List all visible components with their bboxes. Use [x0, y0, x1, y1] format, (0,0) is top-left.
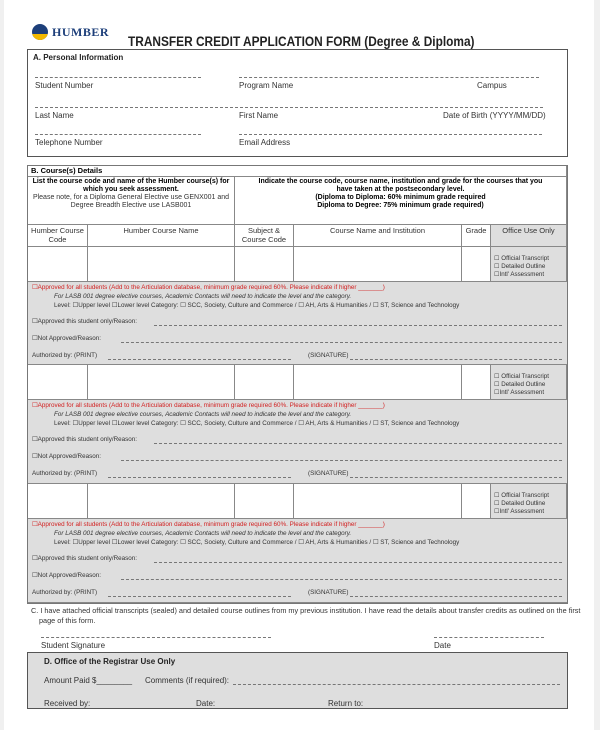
authorized-signature-field[interactable] — [350, 596, 562, 597]
section-c-declaration — [31, 606, 587, 626]
authorized-print-field[interactable] — [108, 596, 291, 597]
course-cell-subject-course-code[interactable] — [235, 247, 294, 282]
authorized-signature-field[interactable] — [350, 477, 562, 478]
level-category-options[interactable]: Level: ☐Upper level ☐Lower level Category: ☐ SCC, Society, Culture and Commerce / ☐ AH, Arts & Humanities / ☐ ST, Science and Technology — [54, 302, 460, 309]
diploma-requirement: (Diploma to Diploma: 60% minimum grade required — [315, 194, 486, 201]
received-by-label: Received by: — [44, 699, 91, 708]
approval-block — [28, 400, 567, 484]
column-header-course-name-institution: Course Name and Institution — [294, 225, 462, 247]
office-option-checkbox[interactable]: ☐Intl' Assessment — [494, 508, 545, 515]
section-b-header — [28, 166, 567, 177]
course-cell-grade[interactable] — [462, 247, 491, 282]
logo-text: HUMBER — [52, 24, 109, 39]
first-name-label: First Name — [239, 111, 279, 120]
course-cell-office-use-only — [491, 484, 567, 519]
campus-label: Campus — [477, 81, 507, 90]
lasb-note: For LASB 001 degree elective courses, Academic Contacts will need to indicate the level and the category. — [54, 293, 352, 300]
course-cell-humber-course-name[interactable] — [88, 247, 235, 282]
approval-block — [28, 519, 567, 603]
section-b-heading: B. Course(s) Details — [31, 166, 103, 175]
office-use-options — [494, 255, 549, 279]
office-option-checkbox[interactable]: ☐Intl' Assessment — [494, 389, 545, 396]
course-cell-course-name-institution[interactable] — [294, 484, 462, 519]
section-personal-information — [27, 49, 568, 157]
last-name-label: Last Name — [35, 111, 74, 120]
column-header-humber-course-name: Humber Course Name — [88, 225, 235, 247]
section-d-heading: D. Office of the Registrar Use Only — [44, 657, 176, 666]
signature-label: (SIGNATURE) — [308, 352, 349, 359]
authorized-print-field[interactable] — [108, 477, 291, 478]
student-signature-field[interactable] — [41, 637, 271, 638]
course-cell-office-use-only — [491, 247, 567, 282]
signature-label: (SIGNATURE) — [308, 470, 349, 477]
degree-requirement: Diploma to Degree: 75% minimum grade required) — [317, 202, 484, 209]
name-dob-field[interactable] — [35, 107, 543, 108]
dob-label: Date of Birth (YYYY/MM/DD) — [443, 111, 546, 120]
signature-label: (SIGNATURE) — [308, 589, 349, 596]
column-header-grade: Grade — [462, 225, 491, 247]
office-option-checkbox[interactable]: ☐Intl' Assessment — [494, 271, 545, 278]
approved-reason-field[interactable] — [154, 562, 562, 563]
not-approved-checkbox[interactable]: ☐Not Approved/Reason: — [32, 453, 102, 460]
program-campus-field[interactable] — [239, 77, 539, 78]
approved-all-checkbox[interactable]: ☐Approved for all students (Add to the Articulation database, minimum grade required 60%. Please indicate if higher _______) — [32, 402, 385, 409]
previous-course-instructions — [235, 177, 567, 225]
approved-student-only-checkbox[interactable]: ☐Approved this student only/Reason: — [32, 436, 138, 443]
humber-logo — [32, 24, 109, 40]
authorized-print-field[interactable] — [108, 359, 291, 360]
program-name-label: Program Name — [239, 81, 294, 90]
form-title: TRANSFER CREDIT APPLICATION FORM (Degree & Diploma) — [128, 34, 475, 49]
authorized-by-label: Authorized by: (PRINT) — [32, 352, 98, 359]
authorized-signature-field[interactable] — [350, 359, 562, 360]
lasb-note: For LASB 001 degree elective courses, Academic Contacts will need to indicate the level and the category. — [54, 530, 352, 537]
not-approved-reason-field[interactable] — [121, 579, 562, 580]
level-category-options[interactable]: Level: ☐Upper level ☐Lower level Category: ☐ SCC, Society, Culture and Commerce / ☐ AH, Arts & Humanities / ☐ ST, Science and Technology — [54, 539, 460, 546]
return-to-label: Return to: — [328, 699, 364, 708]
email-field[interactable] — [239, 134, 542, 135]
approved-reason-field[interactable] — [154, 325, 562, 326]
lasb-note: For LASB 001 degree elective courses, Academic Contacts will need to indicate the level and the category. — [54, 411, 352, 418]
column-header-subject-course-code: Subject & Course Code — [235, 225, 294, 247]
office-option-checkbox[interactable]: ☐ Official Transcript — [494, 255, 549, 262]
authorized-by-label: Authorized by: (PRINT) — [32, 470, 98, 477]
course-cell-grade[interactable] — [462, 365, 491, 400]
course-cell-subject-course-code[interactable] — [235, 484, 294, 519]
office-option-checkbox[interactable]: ☐ Detailed Outline — [494, 500, 546, 507]
approved-student-only-checkbox[interactable]: ☐Approved this student only/Reason: — [32, 318, 138, 325]
column-header-office-use-only: Office Use Only — [491, 225, 567, 247]
right-instruction-bold: Indicate the course code, course name, institution and grade for the courses that you have taken at the postsecondary level. — [258, 178, 543, 193]
amount-paid-field[interactable]: Amount Paid $________ — [44, 676, 133, 685]
humber-logo-icon — [32, 24, 48, 40]
office-use-options — [494, 492, 549, 516]
course-cell-course-name-institution[interactable] — [294, 247, 462, 282]
humber-course-instructions — [28, 177, 235, 225]
section-a-heading: A. Personal Information — [33, 53, 124, 62]
authorized-by-label: Authorized by: (PRINT) — [32, 589, 98, 596]
office-option-checkbox[interactable]: ☐ Detailed Outline — [494, 263, 546, 270]
office-option-checkbox[interactable]: ☐ Official Transcript — [494, 492, 549, 499]
form-page — [4, 0, 594, 730]
approved-reason-field[interactable] — [154, 443, 562, 444]
declaration-text: C. I have attached official transcripts (sealed) and detailed course outlines from my previous institution. I have read the details about transfer credits as outlined on the first page of this form. — [31, 606, 581, 625]
comments-label: Comments (if required): — [145, 676, 230, 685]
student-signature-label: Student Signature — [41, 641, 106, 650]
not-approved-reason-field[interactable] — [121, 460, 562, 461]
level-category-options[interactable]: Level: ☐Upper level ☐Lower level Category: ☐ SCC, Society, Culture and Commerce / ☐ AH, Arts & Humanities / ☐ ST, Science and Technology — [54, 420, 460, 427]
approved-all-checkbox[interactable]: ☐Approved for all students (Add to the Articulation database, minimum grade required 60%. Please indicate if higher _______) — [32, 521, 385, 528]
left-instruction-note: Please note, for a Diploma General Elective use GENX001 and Degree Breadth Elective use LASB001 — [32, 194, 230, 209]
not-approved-reason-field[interactable] — [121, 342, 562, 343]
telephone-field[interactable] — [35, 134, 201, 135]
approval-block — [28, 282, 567, 365]
course-cell-humber-course-code[interactable] — [28, 247, 88, 282]
course-cell-office-use-only — [491, 365, 567, 400]
office-option-checkbox[interactable]: ☐ Detailed Outline — [494, 381, 546, 388]
student-number-field[interactable] — [35, 77, 201, 78]
course-cell-humber-course-code[interactable] — [28, 365, 88, 400]
course-cell-humber-course-code[interactable] — [28, 484, 88, 519]
registrar-date-label: Date: — [196, 699, 216, 708]
left-instruction-bold: List the course code and name of the Humber course(s) for which you seek assessment. — [32, 178, 230, 193]
email-label: Email Address — [239, 138, 291, 147]
date-field[interactable] — [434, 637, 544, 638]
approved-student-only-checkbox[interactable]: ☐Approved this student only/Reason: — [32, 555, 138, 562]
not-approved-checkbox[interactable]: ☐Not Approved/Reason: — [32, 572, 102, 579]
course-cell-grade[interactable] — [462, 484, 491, 519]
student-number-label: Student Number — [35, 81, 94, 90]
comments-field[interactable] — [233, 684, 560, 685]
not-approved-checkbox[interactable]: ☐Not Approved/Reason: — [32, 335, 102, 342]
office-use-options — [494, 373, 549, 397]
section-registrar-use — [27, 652, 568, 709]
course-cell-humber-course-name[interactable] — [88, 484, 235, 519]
approved-all-checkbox[interactable]: ☐Approved for all students (Add to the Articulation database, minimum grade required 60%. Please indicate if higher _______) — [32, 284, 385, 291]
column-header-humber-course-code: Humber Course Code — [28, 225, 88, 247]
course-cell-humber-course-name[interactable] — [88, 365, 235, 400]
office-option-checkbox[interactable]: ☐ Official Transcript — [494, 373, 549, 380]
course-cell-subject-course-code[interactable] — [235, 365, 294, 400]
course-cell-course-name-institution[interactable] — [294, 365, 462, 400]
date-label: Date — [434, 641, 451, 650]
telephone-label: Telephone Number — [35, 138, 103, 147]
section-course-details — [27, 165, 568, 604]
